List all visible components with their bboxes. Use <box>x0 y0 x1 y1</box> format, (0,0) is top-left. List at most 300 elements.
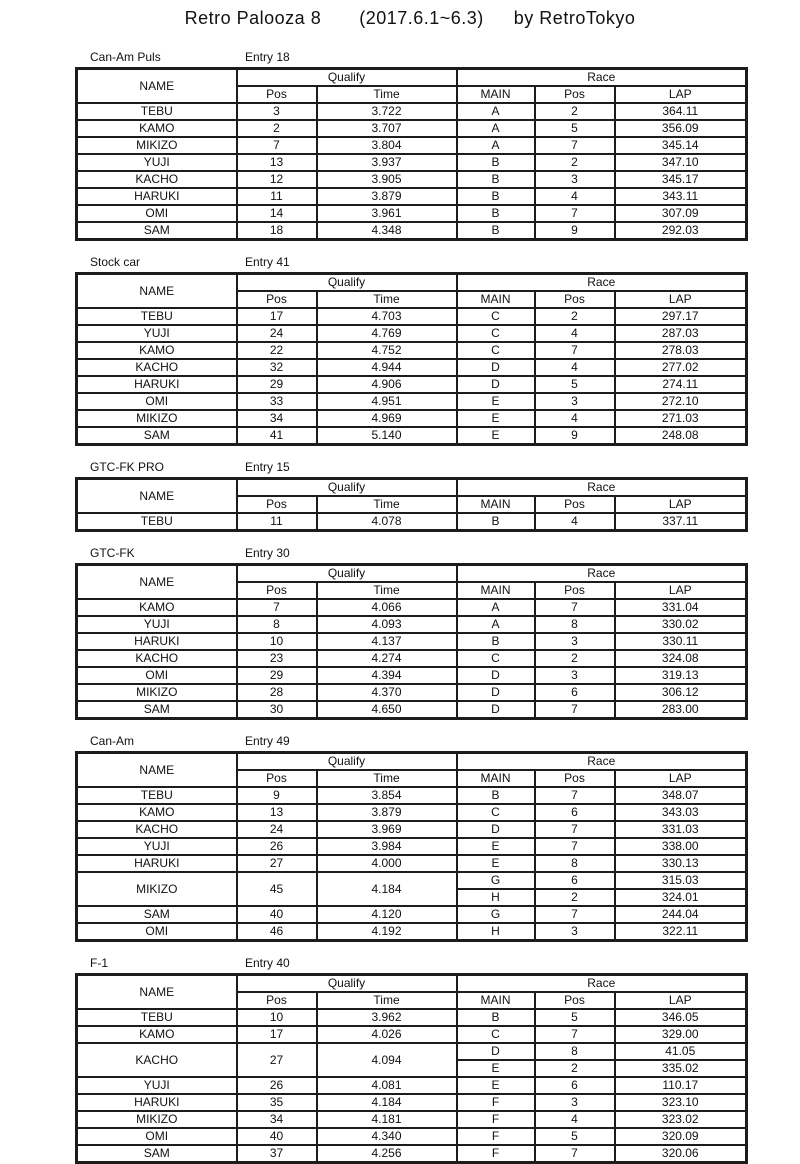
race-lap-cell: 110.17 <box>615 1077 747 1094</box>
result-row <box>77 376 747 393</box>
race-main-cell: B <box>457 171 535 188</box>
header-row-groups <box>77 479 747 497</box>
qualify-pos-cell: 40 <box>237 1128 317 1145</box>
result-row <box>77 667 747 684</box>
race-main-cell: H <box>457 889 535 906</box>
qualify-pos-cell: 46 <box>237 923 317 941</box>
result-row <box>77 325 747 342</box>
section-header <box>75 460 800 475</box>
col-header-lap: LAP <box>615 582 747 599</box>
race-class-section <box>75 734 800 942</box>
driver-name-cell: KAMO <box>77 804 237 821</box>
driver-name-cell: SAM <box>77 906 237 923</box>
table-head <box>77 753 747 788</box>
qualify-time-cell: 4.094 <box>317 1043 457 1077</box>
qualify-pos-cell: 27 <box>237 1043 317 1077</box>
race-lap-cell: 345.14 <box>615 137 747 154</box>
qualify-pos-cell: 2 <box>237 120 317 137</box>
qualify-time-cell: 3.969 <box>317 821 457 838</box>
qualify-time-cell: 3.722 <box>317 103 457 120</box>
title-credit: by RetroTokyo <box>513 8 636 28</box>
race-lap-cell: 331.04 <box>615 599 747 616</box>
driver-name-cell: TEBU <box>77 308 237 325</box>
entry-count: Entry 41 <box>245 255 290 269</box>
race-lap-cell: 330.02 <box>615 616 747 633</box>
race-lap-cell: 320.06 <box>615 1145 747 1163</box>
header-row-groups <box>77 753 747 771</box>
driver-name-cell: KAMO <box>77 599 237 616</box>
race-main-cell: D <box>457 684 535 701</box>
race-class-section <box>75 50 800 241</box>
result-row <box>77 222 747 240</box>
col-header-name: NAME <box>77 69 237 104</box>
col-header-qualify-time: Time <box>317 770 457 787</box>
race-main-cell: E <box>457 427 535 445</box>
result-row <box>77 650 747 667</box>
qualify-time-cell: 4.078 <box>317 513 457 531</box>
driver-name-cell: YUJI <box>77 1077 237 1094</box>
qualify-time-cell: 3.937 <box>317 154 457 171</box>
col-header-race-pos: Pos <box>535 992 615 1009</box>
qualify-pos-cell: 7 <box>237 137 317 154</box>
section-header <box>75 50 800 65</box>
qualify-pos-cell: 9 <box>237 787 317 804</box>
race-main-cell: E <box>457 855 535 872</box>
qualify-pos-cell: 32 <box>237 359 317 376</box>
col-header-race-pos: Pos <box>535 86 615 103</box>
qualify-pos-cell: 29 <box>237 667 317 684</box>
race-pos-cell: 3 <box>535 667 615 684</box>
col-header-race: Race <box>457 479 747 497</box>
race-main-cell: H <box>457 923 535 941</box>
race-main-cell: E <box>457 838 535 855</box>
col-header-race-pos: Pos <box>535 291 615 308</box>
race-class-name: Stock car <box>90 255 141 269</box>
race-lap-cell: 272.10 <box>615 393 747 410</box>
result-row <box>77 599 747 616</box>
col-header-qualify: Qualify <box>237 274 457 292</box>
col-header-qualify: Qualify <box>237 69 457 87</box>
race-main-cell: A <box>457 120 535 137</box>
driver-name-cell: KACHO <box>77 171 237 188</box>
qualify-time-cell: 4.348 <box>317 222 457 240</box>
race-pos-cell: 8 <box>535 855 615 872</box>
race-pos-cell: 5 <box>535 1009 615 1026</box>
race-pos-cell: 2 <box>535 308 615 325</box>
qualify-time-cell: 3.707 <box>317 120 457 137</box>
qualify-time-cell: 4.951 <box>317 393 457 410</box>
driver-name-cell: YUJI <box>77 325 237 342</box>
table-body <box>77 308 747 445</box>
result-row <box>77 1077 747 1094</box>
race-main-cell: B <box>457 188 535 205</box>
race-lap-cell: 306.12 <box>615 684 747 701</box>
qualify-pos-cell: 8 <box>237 616 317 633</box>
qualify-pos-cell: 22 <box>237 342 317 359</box>
col-header-name: NAME <box>77 274 237 309</box>
col-header-lap: LAP <box>615 992 747 1009</box>
race-lap-cell: 346.05 <box>615 1009 747 1026</box>
result-row <box>77 188 747 205</box>
qualify-pos-cell: 34 <box>237 410 317 427</box>
race-class-name: F-1 <box>90 956 108 970</box>
col-header-main: MAIN <box>457 770 535 787</box>
col-header-qualify: Qualify <box>237 565 457 583</box>
col-header-qualify-pos: Pos <box>237 496 317 513</box>
qualify-pos-cell: 37 <box>237 1145 317 1163</box>
driver-name-cell: MIKIZO <box>77 1111 237 1128</box>
driver-name-cell: SAM <box>77 222 237 240</box>
col-header-qualify-pos: Pos <box>237 291 317 308</box>
section-header <box>75 255 800 270</box>
result-row <box>77 1111 747 1128</box>
qualify-pos-cell: 17 <box>237 1026 317 1043</box>
result-row <box>77 359 747 376</box>
driver-name-cell: HARUKI <box>77 855 237 872</box>
race-pos-cell: 6 <box>535 684 615 701</box>
qualify-pos-cell: 40 <box>237 906 317 923</box>
col-header-race: Race <box>457 69 747 87</box>
title-dates: (2017.6.1~6.3) <box>359 8 484 28</box>
qualify-time-cell: 3.879 <box>317 804 457 821</box>
driver-name-cell: TEBU <box>77 1009 237 1026</box>
race-pos-cell: 8 <box>535 616 615 633</box>
race-pos-cell: 6 <box>535 804 615 821</box>
qualify-time-cell: 4.650 <box>317 701 457 719</box>
result-row <box>77 1026 747 1043</box>
table-body <box>77 599 747 719</box>
result-row <box>77 855 747 872</box>
race-pos-cell: 3 <box>535 1094 615 1111</box>
race-class-section <box>75 956 800 1164</box>
qualify-pos-cell: 30 <box>237 701 317 719</box>
result-row <box>77 684 747 701</box>
race-main-cell: D <box>457 359 535 376</box>
race-main-cell: F <box>457 1145 535 1163</box>
race-main-cell: B <box>457 787 535 804</box>
qualify-time-cell: 4.769 <box>317 325 457 342</box>
col-header-qualify: Qualify <box>237 479 457 497</box>
result-row <box>77 906 747 923</box>
qualify-time-cell: 3.961 <box>317 205 457 222</box>
race-lap-cell: 337.11 <box>615 513 747 531</box>
race-pos-cell: 3 <box>535 923 615 941</box>
race-lap-cell: 315.03 <box>615 872 747 889</box>
col-header-qualify-time: Time <box>317 86 457 103</box>
race-main-cell: A <box>457 616 535 633</box>
race-lap-cell: 278.03 <box>615 342 747 359</box>
col-header-name: NAME <box>77 753 237 788</box>
col-header-main: MAIN <box>457 291 535 308</box>
race-lap-cell: 331.03 <box>615 821 747 838</box>
driver-name-cell: OMI <box>77 205 237 222</box>
race-pos-cell: 7 <box>535 205 615 222</box>
race-pos-cell: 8 <box>535 1043 615 1060</box>
qualify-time-cell: 4.370 <box>317 684 457 701</box>
qualify-pos-cell: 23 <box>237 650 317 667</box>
race-pos-cell: 7 <box>535 838 615 855</box>
race-lap-cell: 330.13 <box>615 855 747 872</box>
race-main-cell: F <box>457 1111 535 1128</box>
race-pos-cell: 2 <box>535 154 615 171</box>
race-lap-cell: 244.04 <box>615 906 747 923</box>
race-pos-cell: 2 <box>535 103 615 120</box>
race-lap-cell: 335.02 <box>615 1060 747 1077</box>
race-main-cell: B <box>457 154 535 171</box>
section-header <box>75 546 800 561</box>
result-row <box>77 410 747 427</box>
race-pos-cell: 7 <box>535 342 615 359</box>
result-row <box>77 1009 747 1026</box>
col-header-race: Race <box>457 753 747 771</box>
race-lap-cell: 283.00 <box>615 701 747 719</box>
race-pos-cell: 7 <box>535 906 615 923</box>
col-header-qualify-pos: Pos <box>237 992 317 1009</box>
qualify-pos-cell: 24 <box>237 821 317 838</box>
race-pos-cell: 4 <box>535 325 615 342</box>
col-header-lap: LAP <box>615 86 747 103</box>
table-head <box>77 274 747 309</box>
race-main-cell: C <box>457 308 535 325</box>
qualify-pos-cell: 33 <box>237 393 317 410</box>
race-pos-cell: 7 <box>535 599 615 616</box>
results-table <box>75 272 748 446</box>
race-pos-cell: 2 <box>535 889 615 906</box>
race-lap-cell: 329.00 <box>615 1026 747 1043</box>
race-pos-cell: 6 <box>535 872 615 889</box>
driver-name-cell: YUJI <box>77 838 237 855</box>
race-main-cell: D <box>457 376 535 393</box>
table-body <box>77 787 747 941</box>
race-pos-cell: 3 <box>535 393 615 410</box>
race-main-cell: A <box>457 599 535 616</box>
col-header-race: Race <box>457 975 747 993</box>
page-title <box>75 8 745 36</box>
driver-name-cell: KAMO <box>77 120 237 137</box>
race-main-cell: D <box>457 1043 535 1060</box>
race-lap-cell: 338.00 <box>615 838 747 855</box>
race-pos-cell: 7 <box>535 1026 615 1043</box>
col-header-name: NAME <box>77 975 237 1010</box>
race-main-cell: B <box>457 222 535 240</box>
driver-name-cell: TEBU <box>77 513 237 531</box>
table-body <box>77 1009 747 1163</box>
driver-name-cell: MIKIZO <box>77 410 237 427</box>
driver-name-cell: KACHO <box>77 359 237 376</box>
qualify-time-cell: 4.137 <box>317 633 457 650</box>
result-row <box>77 513 747 531</box>
table-body <box>77 513 747 531</box>
qualify-time-cell: 4.394 <box>317 667 457 684</box>
result-row <box>77 120 747 137</box>
section-header <box>75 734 800 749</box>
race-lap-cell: 271.03 <box>615 410 747 427</box>
header-row-groups <box>77 975 747 993</box>
qualify-pos-cell: 10 <box>237 633 317 650</box>
result-row <box>77 872 747 889</box>
result-row <box>77 616 747 633</box>
race-lap-cell: 345.17 <box>615 171 747 188</box>
race-main-cell: D <box>457 701 535 719</box>
qualify-time-cell: 3.879 <box>317 188 457 205</box>
result-row <box>77 1094 747 1111</box>
col-header-name: NAME <box>77 565 237 600</box>
result-row <box>77 821 747 838</box>
race-pos-cell: 7 <box>535 1145 615 1163</box>
race-lap-cell: 324.08 <box>615 650 747 667</box>
race-main-cell: C <box>457 650 535 667</box>
race-lap-cell: 274.11 <box>615 376 747 393</box>
qualify-pos-cell: 27 <box>237 855 317 872</box>
race-main-cell: D <box>457 821 535 838</box>
driver-name-cell: TEBU <box>77 103 237 120</box>
entry-count: Entry 30 <box>245 546 290 560</box>
race-lap-cell: 356.09 <box>615 120 747 137</box>
race-class-name: GTC-FK PRO <box>90 460 164 474</box>
qualify-time-cell: 4.184 <box>317 1094 457 1111</box>
race-pos-cell: 5 <box>535 120 615 137</box>
driver-name-cell: SAM <box>77 1145 237 1163</box>
col-header-race: Race <box>457 565 747 583</box>
driver-name-cell: MIKIZO <box>77 872 237 906</box>
result-row <box>77 633 747 650</box>
race-pos-cell: 9 <box>535 427 615 445</box>
result-row <box>77 308 747 325</box>
col-header-main: MAIN <box>457 992 535 1009</box>
col-header-qualify-pos: Pos <box>237 770 317 787</box>
race-main-cell: E <box>457 1060 535 1077</box>
race-main-cell: D <box>457 667 535 684</box>
qualify-time-cell: 4.120 <box>317 906 457 923</box>
result-row <box>77 103 747 120</box>
driver-name-cell: OMI <box>77 923 237 941</box>
driver-name-cell: OMI <box>77 667 237 684</box>
race-main-cell: E <box>457 393 535 410</box>
race-main-cell: E <box>457 410 535 427</box>
entry-count: Entry 15 <box>245 460 290 474</box>
result-row <box>77 205 747 222</box>
results-table <box>75 477 748 532</box>
result-row <box>77 923 747 941</box>
header-row-groups <box>77 274 747 292</box>
title-event: Retro Palooza 8 <box>184 8 322 28</box>
col-header-race: Race <box>457 274 747 292</box>
driver-name-cell: KAMO <box>77 342 237 359</box>
race-lap-cell: 292.03 <box>615 222 747 240</box>
driver-name-cell: OMI <box>77 1128 237 1145</box>
qualify-pos-cell: 17 <box>237 308 317 325</box>
col-header-qualify: Qualify <box>237 753 457 771</box>
qualify-time-cell: 4.256 <box>317 1145 457 1163</box>
race-main-cell: A <box>457 103 535 120</box>
race-main-cell: C <box>457 1026 535 1043</box>
col-header-lap: LAP <box>615 496 747 513</box>
race-pos-cell: 4 <box>535 359 615 376</box>
race-lap-cell: 348.07 <box>615 787 747 804</box>
qualify-pos-cell: 26 <box>237 1077 317 1094</box>
col-header-qualify-pos: Pos <box>237 582 317 599</box>
race-pos-cell: 2 <box>535 1060 615 1077</box>
race-lap-cell: 364.11 <box>615 103 747 120</box>
race-lap-cell: 323.02 <box>615 1111 747 1128</box>
sections-container <box>75 50 800 1164</box>
table-body <box>77 103 747 240</box>
race-main-cell: G <box>457 906 535 923</box>
driver-name-cell: YUJI <box>77 154 237 171</box>
qualify-pos-cell: 7 <box>237 599 317 616</box>
result-row <box>77 427 747 445</box>
race-main-cell: B <box>457 513 535 531</box>
driver-name-cell: YUJI <box>77 616 237 633</box>
qualify-time-cell: 4.274 <box>317 650 457 667</box>
qualify-pos-cell: 11 <box>237 513 317 531</box>
result-row <box>77 342 747 359</box>
race-lap-cell: 343.11 <box>615 188 747 205</box>
race-main-cell: B <box>457 205 535 222</box>
header-row-groups <box>77 69 747 87</box>
entry-count: Entry 49 <box>245 734 290 748</box>
result-row <box>77 1145 747 1163</box>
qualify-time-cell: 3.804 <box>317 137 457 154</box>
race-class-section <box>75 546 800 720</box>
col-header-qualify-time: Time <box>317 992 457 1009</box>
race-pos-cell: 7 <box>535 787 615 804</box>
race-lap-cell: 297.17 <box>615 308 747 325</box>
col-header-race-pos: Pos <box>535 496 615 513</box>
race-main-cell: C <box>457 804 535 821</box>
result-row <box>77 804 747 821</box>
race-pos-cell: 6 <box>535 1077 615 1094</box>
race-lap-cell: 287.03 <box>615 325 747 342</box>
col-header-race-pos: Pos <box>535 582 615 599</box>
result-row <box>77 787 747 804</box>
qualify-time-cell: 3.962 <box>317 1009 457 1026</box>
qualify-time-cell: 4.093 <box>317 616 457 633</box>
results-table <box>75 67 748 241</box>
driver-name-cell: OMI <box>77 393 237 410</box>
result-row <box>77 393 747 410</box>
result-row <box>77 154 747 171</box>
qualify-pos-cell: 41 <box>237 427 317 445</box>
race-class-section <box>75 255 800 446</box>
col-header-lap: LAP <box>615 291 747 308</box>
driver-name-cell: KACHO <box>77 1043 237 1077</box>
race-pos-cell: 3 <box>535 171 615 188</box>
qualify-time-cell: 4.026 <box>317 1026 457 1043</box>
result-row <box>77 838 747 855</box>
race-lap-cell: 320.09 <box>615 1128 747 1145</box>
race-pos-cell: 4 <box>535 410 615 427</box>
driver-name-cell: HARUKI <box>77 1094 237 1111</box>
result-row <box>77 701 747 719</box>
qualify-time-cell: 4.906 <box>317 376 457 393</box>
race-lap-cell: 330.11 <box>615 633 747 650</box>
qualify-time-cell: 4.969 <box>317 410 457 427</box>
race-lap-cell: 307.09 <box>615 205 747 222</box>
race-lap-cell: 322.11 <box>615 923 747 941</box>
driver-name-cell: HARUKI <box>77 188 237 205</box>
race-pos-cell: 7 <box>535 137 615 154</box>
driver-name-cell: KAMO <box>77 1026 237 1043</box>
col-header-qualify-time: Time <box>317 291 457 308</box>
race-main-cell: E <box>457 1077 535 1094</box>
results-table <box>75 563 748 720</box>
qualify-pos-cell: 18 <box>237 222 317 240</box>
results-table <box>75 751 748 942</box>
header-row-groups <box>77 565 747 583</box>
qualify-pos-cell: 11 <box>237 188 317 205</box>
driver-name-cell: KACHO <box>77 821 237 838</box>
